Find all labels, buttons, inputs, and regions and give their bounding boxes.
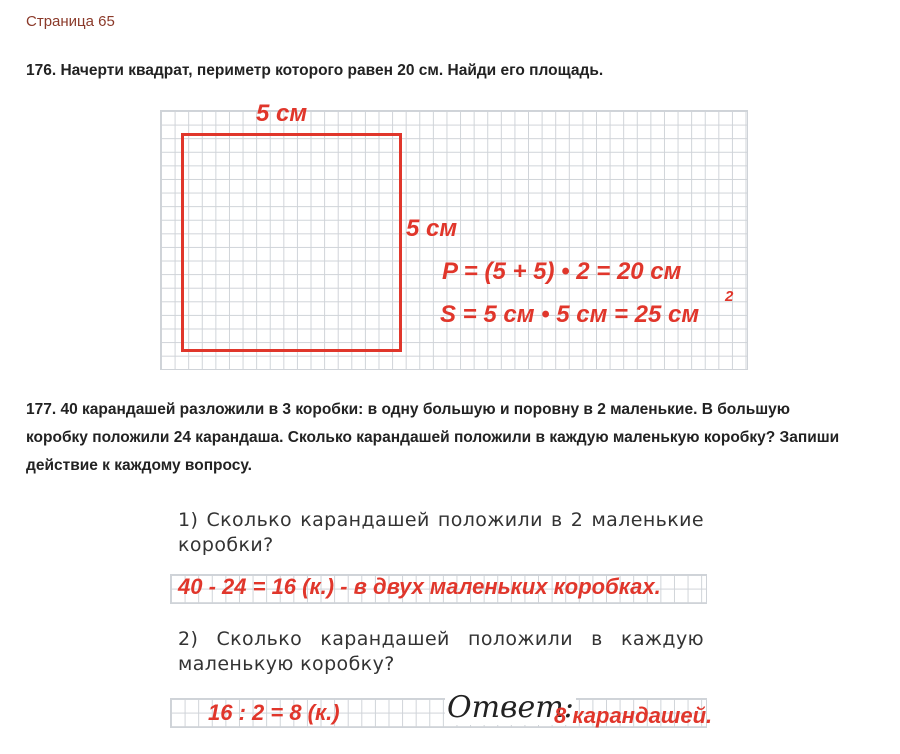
side-label-right: 5 см: [406, 215, 458, 242]
red-square: [181, 133, 402, 352]
answer-final: 8 карандашей.: [554, 703, 713, 728]
task-176-text: 176. Начерти квадрат, периметр которого равен 20 см. Найди его площадь.: [26, 62, 604, 79]
answer-word: Ответ:: [447, 690, 574, 725]
perimeter-formula: P = (5 + 5) • 2 = 20 см: [442, 258, 682, 285]
task-177-text: 177. 40 карандашей разложили в 3 коробки: в одну большую и поровну в 2 маленькие. В большую коробку положили 24 карандаша. Сколько карандашей положили в каждую маленькую коробку? Запиши действие к каждому вопросу.: [26, 401, 840, 474]
answer-1: 40 - 24 = 16 (к.) - в двух маленьких коробках.: [178, 574, 661, 599]
area-formula: S = 5 см • 5 см = 25 см: [440, 301, 700, 328]
area-exponent: 2: [725, 288, 734, 305]
side-label-top: 5 см: [256, 100, 308, 127]
page-label: Страница 65: [26, 13, 115, 30]
question-2: 2) Сколько карандашей положили в каждую маленькую коробку?: [178, 628, 704, 675]
answer-2: 16 : 2 = 8 (к.): [208, 700, 340, 725]
question-1: 1) Сколько карандашей положили в 2 маленькие коробки?: [178, 509, 704, 556]
